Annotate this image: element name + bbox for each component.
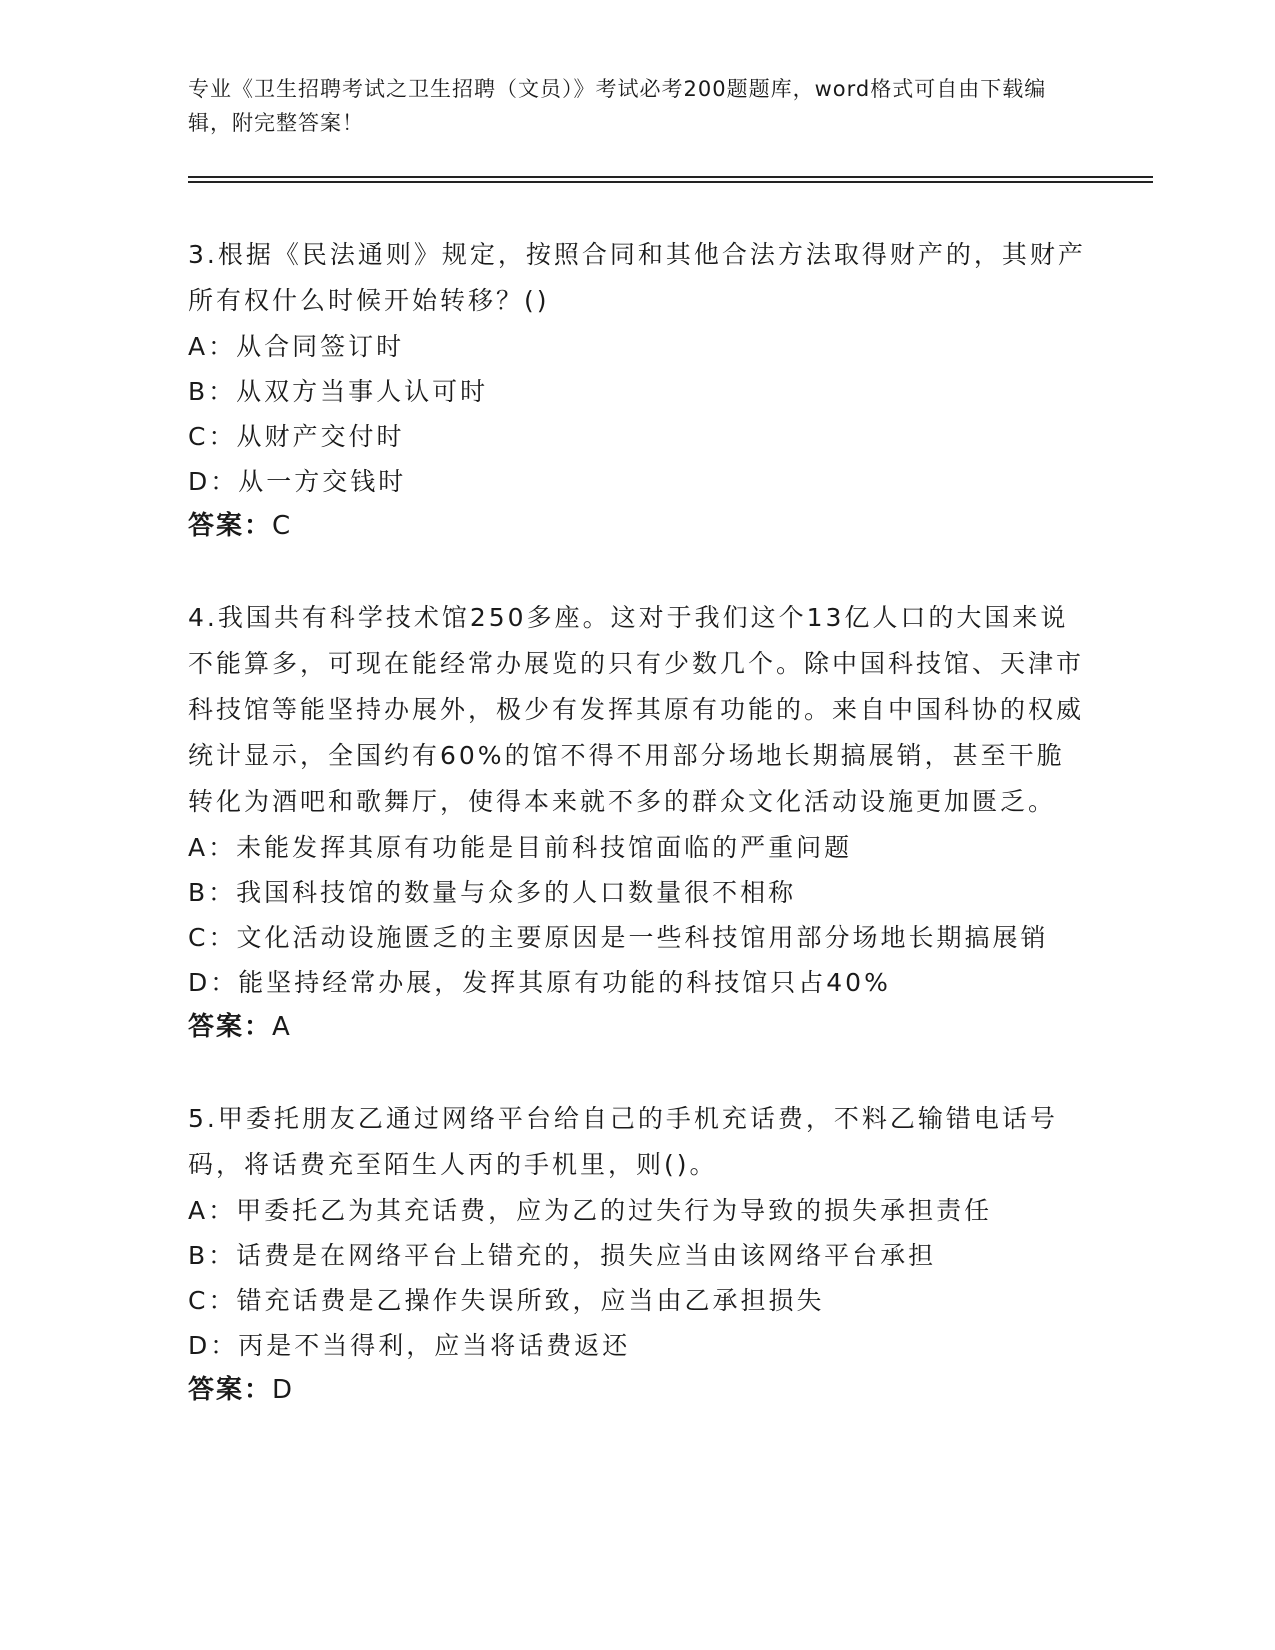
question-5 — [188, 1096, 1088, 1413]
option-b: B：从双方当事人认可时 — [188, 377, 489, 406]
header-divider-bottom — [188, 181, 1153, 183]
answer-value: D — [272, 1375, 295, 1405]
question-stem: 5.甲委托朋友乙通过网络平台给自己的手机充话费，不料乙输错电话号码，将话费充至陌生人丙的手机里，则()。 — [188, 1104, 1058, 1179]
option-d: D：从一方交钱时 — [188, 467, 407, 496]
question-list — [188, 232, 1088, 1459]
option-c: C：错充话费是乙操作失误所致，应当由乙承担损失 — [188, 1286, 825, 1315]
header-divider-top — [188, 176, 1153, 178]
question-stem: 4.我国共有科学技术馆250多座。这对于我们这个13亿人口的大国来说不能算多，可现在能经常办展览的只有少数几个。除中国科技馆、天津市科技馆等能坚持办展外，极少有发挥其原有功能的。来自中国科协的权威统计显示，全国约有60%的馆不得不用部分场地长期搞展销，甚至干脆转化为酒吧和歌舞厅，使得本来就不多的群众文化活动设施更加匮乏。 — [188, 603, 1085, 816]
option-a: A：从合同签订时 — [188, 332, 405, 361]
document-header: 专业《卫生招聘考试之卫生招聘（文员）》考试必考200题题库，word格式可自由下载编辑，附完整答案！ — [188, 77, 1047, 135]
answer-label: 答案： — [188, 511, 273, 541]
answer-line — [188, 1368, 1088, 1413]
option-a: A：甲委托乙为其充话费，应为乙的过失行为导致的损失承担责任 — [188, 1196, 993, 1225]
option-c: C：从财产交付时 — [188, 422, 405, 451]
question-3 — [188, 232, 1088, 549]
option-b: B：我国科技馆的数量与众多的人口数量很不相称 — [188, 878, 797, 907]
answer-label: 答案： — [188, 1375, 273, 1405]
option-c: C：文化活动设施匮乏的主要原因是一些科技馆用部分场地长期搞展销 — [188, 923, 1049, 952]
answer-label: 答案： — [188, 1012, 273, 1042]
answer-value: A — [272, 1012, 292, 1042]
answer-line — [188, 1005, 1088, 1050]
option-d: D：能坚持经常办展，发挥其原有功能的科技馆只占40% — [188, 968, 891, 997]
option-d: D：丙是不当得利，应当将话费返还 — [188, 1331, 631, 1360]
question-4 — [188, 595, 1088, 1050]
option-b: B：话费是在网络平台上错充的，损失应当由该网络平台承担 — [188, 1241, 937, 1270]
answer-line — [188, 504, 1088, 549]
answer-value: C — [272, 511, 293, 541]
question-stem: 3.根据《民法通则》规定，按照合同和其他合法方法取得财产的，其财产所有权什么时候开始转移？() — [188, 240, 1086, 315]
option-a: A：未能发挥其原有功能是目前科技馆面临的严重问题 — [188, 833, 853, 862]
